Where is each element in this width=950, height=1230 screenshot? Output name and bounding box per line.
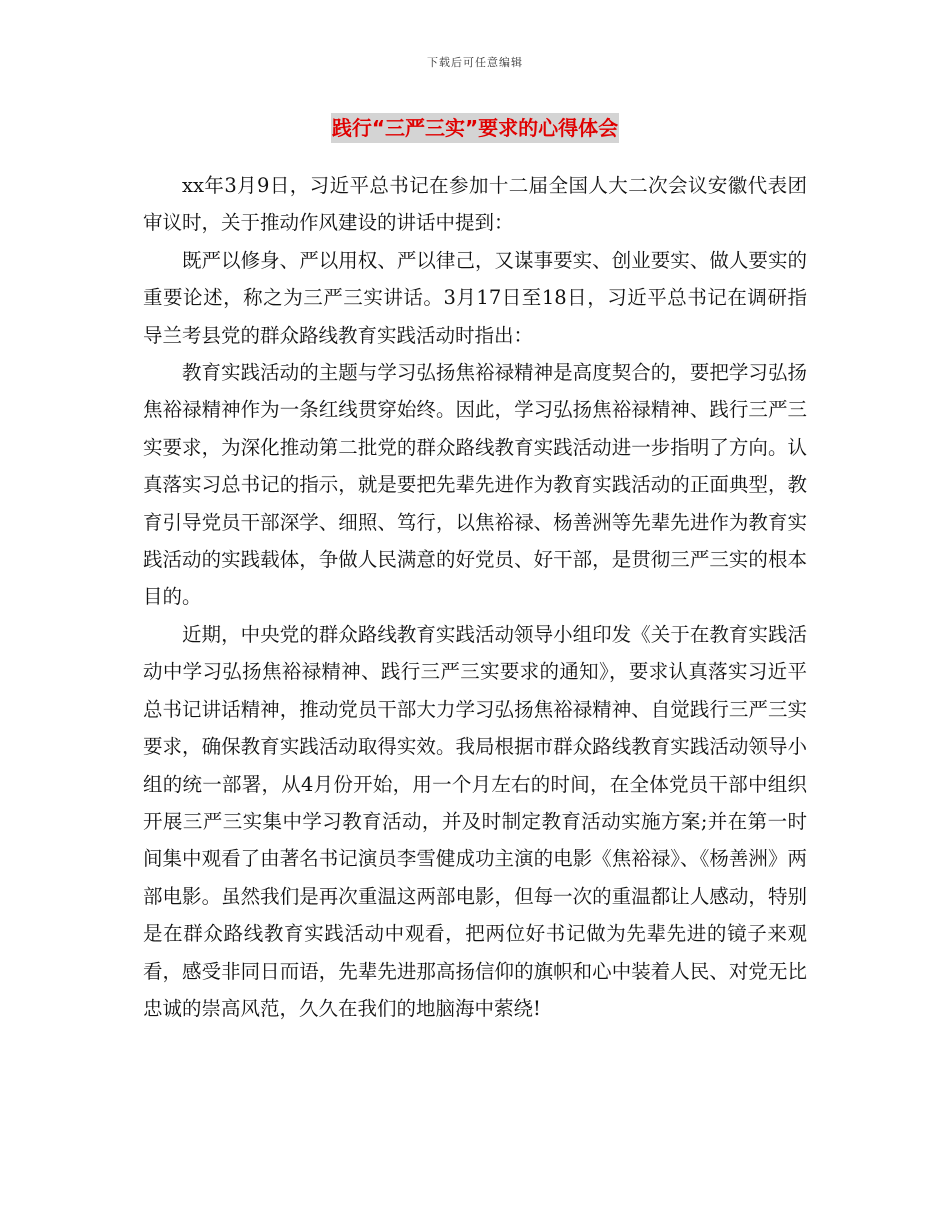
- paragraph-3: 教育实践活动的主题与学习弘扬焦裕禄精神是高度契合的，要把学习弘扬焦裕禄精神作为一条红线贯穿始终。因此，学习弘扬焦裕禄精神、践行三严三实要求，为深化推动第二批党的群众路线教育实践活动进一步指明了方向。认真落实习总书记的指示，就是要把先辈先进作为教育实践活动的正面典型，教育引导党员干部深学、细照、笃行，以焦裕禄、杨善洲等先辈先进作为教育实践活动的实践载体，争做人民满意的好党员、好干部，是贯彻三严三实的根本目的。: [143, 361, 807, 609]
- header-note: 下载后可任意编辑: [427, 56, 523, 69]
- document-body: [143, 167, 807, 1027]
- title-container: [0, 113, 950, 143]
- paragraph-4: 近期，中央党的群众路线教育实践活动领导小组印发《关于在教育实践活动中学习弘扬焦裕禄精神、践行三严三实要求的通知》，要求认真落实习近平总书记讲话精神，推动党员干部大力学习弘扬焦裕禄精神、自觉践行三严三实要求，确保教育实践活动取得实效。我局根据市群众路线教育实践活动领导小组的统一部署，从4月份开始，用一个月左右的时间，在全体党员干部中组织开展三严三实集中学习教育活动，并及时制定教育活动实施方案;并在第一时间集中观看了由著名书记演员李雪健成功主演的电影《焦裕禄》、《杨善洲》两部电影。虽然我们是再次重温这两部电影，但每一次的重温都让人感动，特别是在群众路线教育实践活动中观看，把两位好书记做为先辈先进的镜子来观看，感受非同日而语，先辈先进那高扬信仰的旗帜和心中装着人民、对党无比忠诚的崇高风范，久久在我们的地脑海中萦绕!: [143, 622, 807, 1020]
- paragraph-2: 既严以修身、严以用权、严以律己，又谋事要实、创业要实、做人要实的重要论述，称之为三严三实讲话。3月17日至18日，习近平总书记在调研指导兰考县党的群众路线教育实践活动时指出：: [143, 248, 807, 347]
- document-title: 践行“三严三实”要求的心得体会: [331, 113, 619, 143]
- paragraph-1: xx年3月9日，习近平总书记在参加十二届全国人大二次会议安徽代表团审议时，关于推动作风建设的讲话中提到：: [143, 174, 807, 235]
